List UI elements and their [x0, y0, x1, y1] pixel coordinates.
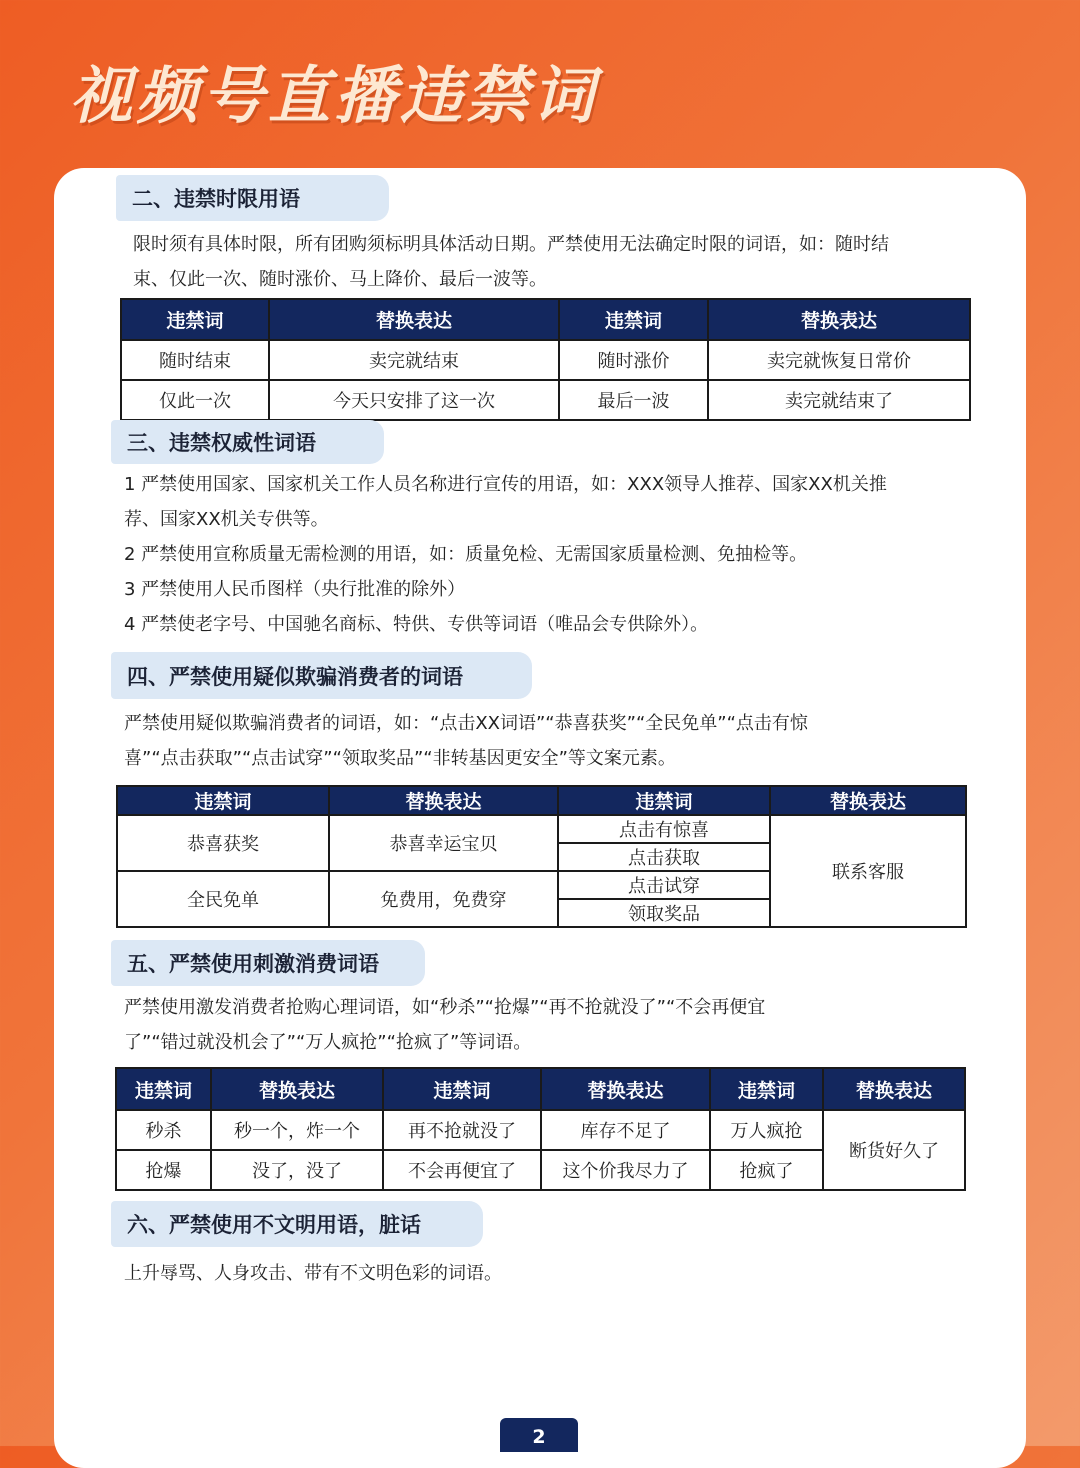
- table-cell: 没了，没了: [211, 1150, 383, 1190]
- time-limit-table: [120, 298, 971, 421]
- page-number: 2: [500, 1418, 578, 1452]
- table-cell: 抢疯了: [710, 1150, 823, 1190]
- stimulate-table: [115, 1067, 966, 1191]
- section-text-uncivil: 上升辱骂、人身攻击、带有不文明色彩的词语。: [124, 1263, 502, 1284]
- list-item: 荐、国家XX机关专供等。: [124, 509, 329, 530]
- col-header: 替换表达: [541, 1068, 710, 1110]
- table-cell: 最后一波: [559, 380, 708, 420]
- table-cell: 联系客服: [770, 815, 966, 927]
- col-header: 违禁词: [559, 299, 708, 340]
- table-cell: 恭喜获奖: [117, 815, 329, 871]
- table-cell: 随时涨价: [559, 340, 708, 380]
- text-line: 严禁使用疑似欺骗消费者的词语，如：“点击XX词语”“恭喜获奖”“全民免单”“点击有惊: [124, 713, 808, 734]
- col-header: 替换表达: [823, 1068, 965, 1110]
- list-item: 4 严禁使老字号、中国驰名商标、特供、专供等词语（唯品会专供除外）。: [124, 614, 709, 635]
- table-cell: 秒杀: [116, 1110, 211, 1150]
- text-line: 喜”“点击获取”“点击试穿”“领取奖品”“非转基因更安全”等文案元素。: [124, 748, 676, 769]
- table-cell: 随时结束: [121, 340, 269, 380]
- section-heading-stimulate: 五、严禁使用刺激消费词语: [111, 940, 425, 986]
- col-header: 违禁词: [117, 786, 329, 815]
- text-line: 严禁使用激发消费者抢购心理词语，如“秒杀”“抢爆”“再不抢就没了”“不会再便宜: [124, 997, 766, 1018]
- text-line: 了”“错过就没机会了”“万人疯抢”“抢疯了”等词语。: [124, 1032, 532, 1053]
- col-header: 违禁词: [121, 299, 269, 340]
- text-line: 限时须有具体时限，所有团购须标明具体活动日期。严禁使用无法确定时限的词语，如：随时结: [133, 234, 889, 255]
- table-cell: 点击试穿: [558, 871, 770, 899]
- text-line: 束、仅此一次、随时涨价、马上降价、最后一波等。: [133, 269, 547, 290]
- col-header: 替换表达: [269, 299, 559, 340]
- table-cell: 卖完就结束: [269, 340, 559, 380]
- table-cell: 免费用，免费穿: [329, 871, 558, 927]
- table-cell: 点击获取: [558, 843, 770, 871]
- page-title: 视频号直播违禁词: [70, 59, 599, 132]
- table-cell: 抢爆: [116, 1150, 211, 1190]
- section-heading-uncivil: 六、严禁使用不文明用语，脏话: [111, 1201, 483, 1247]
- table-cell: 点击有惊喜: [558, 815, 770, 843]
- col-header: 替换表达: [770, 786, 966, 815]
- col-header: 违禁词: [558, 786, 770, 815]
- table-cell: 这个价我尽力了: [541, 1150, 710, 1190]
- table-cell: 断货好久了: [823, 1110, 965, 1190]
- table-cell: 卖完就恢复日常价: [708, 340, 970, 380]
- col-header: 替换表达: [708, 299, 970, 340]
- col-header: 替换表达: [211, 1068, 383, 1110]
- col-header: 违禁词: [710, 1068, 823, 1110]
- table-cell: 库存不足了: [541, 1110, 710, 1150]
- section-text-deceptive: [124, 706, 964, 776]
- section-heading-time-limit: 二、违禁时限用语: [116, 175, 389, 221]
- section-heading-authority: 三、违禁权威性词语: [111, 420, 384, 464]
- section-text-time-limit: [133, 227, 963, 297]
- table-cell: 领取奖品: [558, 899, 770, 927]
- list-item: 3 严禁使用人民币图样（央行批准的除外）: [124, 579, 466, 600]
- table-cell: 仅此一次: [121, 380, 269, 420]
- col-header: 替换表达: [329, 786, 558, 815]
- list-item: 2 严禁使用宣称质量无需检测的用语，如：质量免检、无需国家质量检测、免抽检等。: [124, 544, 808, 565]
- section-text-stimulate: [124, 990, 964, 1060]
- deceptive-table: [116, 785, 967, 928]
- list-item: 1 严禁使用国家、国家机关工作人员名称进行宣传的用语，如：XXX领导人推荐、国家XX机关推: [124, 474, 887, 495]
- table-cell: 卖完就结束了: [708, 380, 970, 420]
- table-cell: 秒一个，炸一个: [211, 1110, 383, 1150]
- table-cell: 恭喜幸运宝贝: [329, 815, 558, 871]
- section-list-authority: [124, 467, 964, 642]
- table-cell: 不会再便宜了: [383, 1150, 541, 1190]
- table-cell: 万人疯抢: [710, 1110, 823, 1150]
- table-cell: 再不抢就没了: [383, 1110, 541, 1150]
- section-heading-deceptive: 四、严禁使用疑似欺骗消费者的词语: [111, 652, 532, 699]
- table-cell: 全民免单: [117, 871, 329, 927]
- col-header: 违禁词: [116, 1068, 211, 1110]
- col-header: 违禁词: [383, 1068, 541, 1110]
- table-cell: 今天只安排了这一次: [269, 380, 559, 420]
